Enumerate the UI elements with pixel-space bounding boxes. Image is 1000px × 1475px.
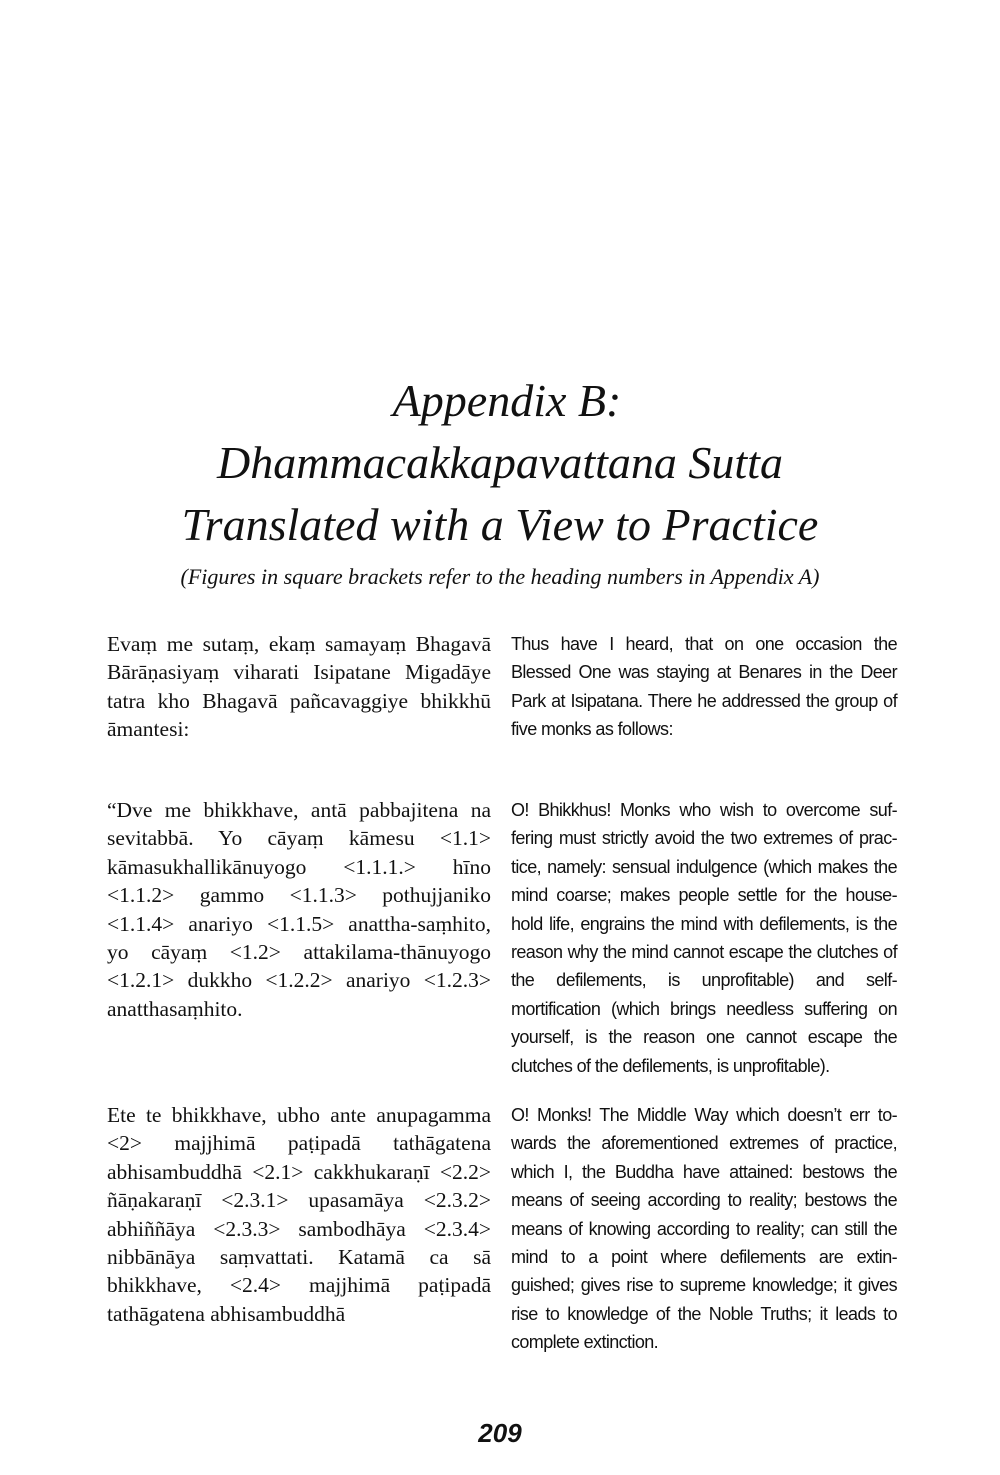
pali-paragraph-2: “Dve me bhikkhave, antā pabbajitena na sevitabbā. Yo cāyaṃ kāmesu <1.1> kāmasukhallikānuyogo <1.1.1.> hīno <1.1.2> gammo <1.1.3> pothujjaniko <1.1.4> anariyo <1.1.5> anattha-saṃhito, yo cāyaṃ <1.2> attakilama-thānuyogo <1.2.1> dukkho <1.2.2> anariyo <1.2.3> anatthasaṃhito. [107,798,491,1021]
chapter-heading [0,370,1000,594]
bracket-note: (Figures in square brackets refer to the heading numbers in Appendix A) [180,564,820,589]
english-paragraph-1: Thus have I heard, that on one occasion the Blessed One was staying at Benares in the Deer Park at Isipatana. There he addressed the group of five monks as follows: [511,634,897,740]
pali-paragraph-1: Evaṃ me sutaṃ, ekaṃ samayaṃ Bhagavā Bārāṇasiyaṃ viharati Isipatane Migadāye tatra kho Bhagavā pañcavaggiye bhikkhū āmantesi: [107,632,491,742]
subtitle: Translated with a View to Practice [181,499,819,550]
sutta-title: Dhammacakkapavattana Sutta [217,437,783,488]
appendix-title: Appendix B: [392,375,622,426]
pali-paragraph-3: Ete te bhikkhave, ubho ante anupagamma <2> majjhimā paṭipadā tathāgatena abhisambuddhā <2.1> cakkhukaraṇī <2.2> ñāṇakaraṇī <2.3.1> upasamāya <2.3.2> abhiññāya <2.3.3> sambodhāya <2.3.4> nibbānāya saṃvattati. Katamā ca sā bhikkhave, <2.4> majjhimā paṭipadā tathāgatena abhisambuddhā [107,1103,491,1326]
page-number: 209 [478,1418,522,1448]
english-paragraph-2: O! Bhikkhus! Monks who wish to overcome suf-fering must strictly avoid the two extremes of prac-tice, namely: sensual indulgence (which makes the mind coarse; makes people settle for the house-hold life, engrains the mind with defilements, is the reason why the mind cannot escape the clutches of the defilements, is unprofitable) and self-mortification (which brings needless suffering on yourself, is the reason one cannot escape the clutches of the defilements, is unprofitable). [511,800,897,1076]
english-paragraph-3: O! Monks! The Middle Way which doesn’t err to-wards the aforementioned extremes of practice, which I, the Buddha have attained: bestows the means of seeing according to reality; bestows the means of knowing according to reality; can still the mind to a point where defilements are extin-guished; gives rise to supreme knowledge; it gives rise to knowledge of the Noble Truths; it leads to complete extinction. [511,1105,897,1353]
